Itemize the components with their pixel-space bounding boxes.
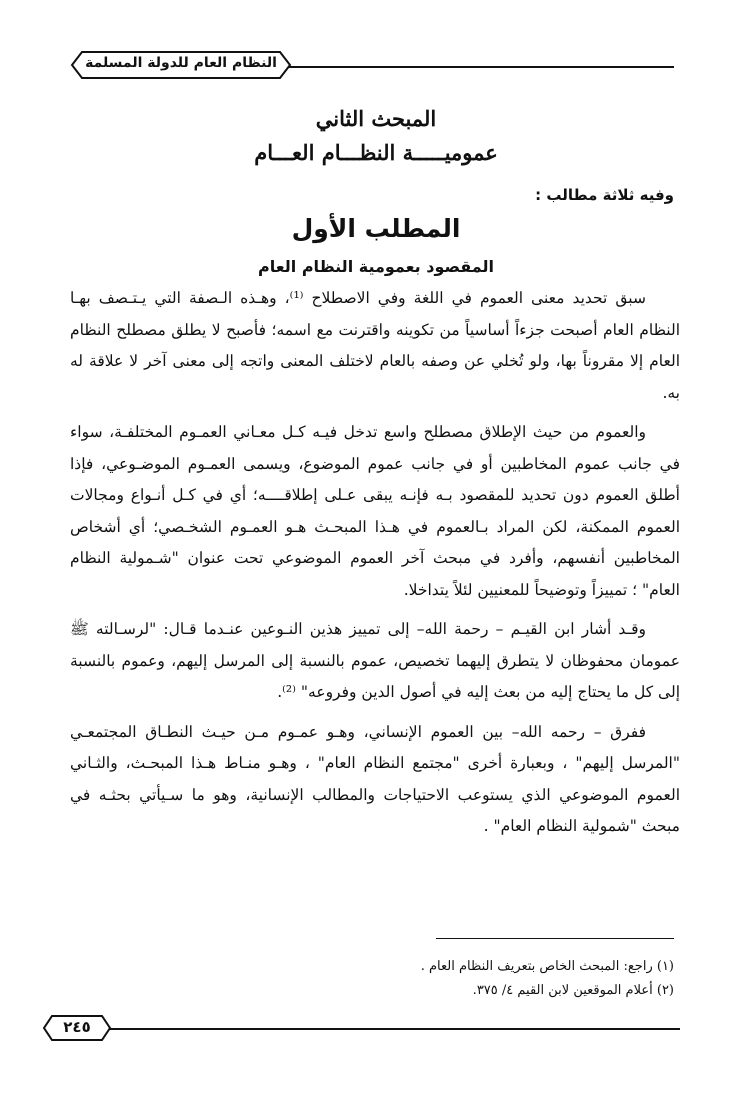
page-number: ٢٤٥ xyxy=(63,1018,91,1036)
footnote: (١) راجع: المبحث الخاص بتعريف النظام العام . xyxy=(420,959,674,974)
running-header xyxy=(70,50,292,80)
part-subtitle: المقصود بعمومية النظام العام xyxy=(258,257,494,276)
footnotes xyxy=(120,955,674,1003)
part-heading: المطلب الأول xyxy=(291,214,461,243)
body-text xyxy=(70,283,680,851)
footer-rule xyxy=(100,1028,680,1030)
running-header-title: النظام العام للدولة المسلمة xyxy=(85,55,277,71)
footnote-rule xyxy=(436,938,674,939)
paragraph: سبق تحديد معنى العموم في اللغة وفي الاصطلاح ⁽¹⁾، وهـذه الـصفة التي يـتـصف بهـا النظام العام أصبحت جزءاً أساسياً من تكوينه واقترنت مع اسمه؛ فأصبح لا يطلق مصطلح النظام العام إلا مقروناً بها، ولو تُخلي عن وصفه بالعام لاختلف المعنى واتجه إلى معنى آخر لا علاقة له به. xyxy=(70,289,680,402)
page-number-badge xyxy=(42,1014,112,1042)
intro-line: وفيه ثلاثة مطالب : xyxy=(535,186,674,204)
section-heading: المبحث الثاني xyxy=(315,106,437,131)
footnote: (٢) أعلام الموقعين لابن القيم ٤/ ٣٧٥. xyxy=(472,983,674,998)
section-subtitle: عموميـــــة النظـــام العـــام xyxy=(254,140,498,165)
paragraph: وقـد أشار ابن القيـم – رحمة الله– إلى تمييز هذين النـوعين عنـدما قـال: "لرسـالته ﷺ عمومان محفوظان لا يتطرق إليهما تخصيص، عموم بالنسبة إلى المرسل إليهم، وعموم بالنسبة إلى كل ما يحتاج إليه من بعث إليه في أصول الدين وفروعه" ⁽²⁾. xyxy=(70,620,680,701)
paragraph: والعموم من حيث الإطلاق مصطلح واسع تدخل فيـه كـل معـاني العمـوم المختلفـة، سواء في جانب عموم المخاطبين أو في جانب عموم الموضوع، ويسمى العمـوم الموضـوعي، فإذا أطلق العموم دون تحديد للمقصود بـه فإنـه يبقى عـلى إطلاقــــه؛ أي في كـل أنـواع ومجالات العموم الممكنة، لكن المراد بـالعموم في هـذا المبحـث هـو العمـوم الشخـصي؛ أي أشخاص المخاطبين أنفسهم، وأفرد في مبحث آخر العموم الموضوعي تحت عنوان "شـمولية النظام العام" ؛ تمييزاً وتوضيحاً للمعنيين لئلاً يتداخلا. xyxy=(70,423,680,599)
paragraph: ففرق – رحمه الله– بين العموم الإنساني، وهـو عمـوم مـن حيـث النطـاق المجتمعـي "المرسل إليهم" ، وبعبارة أخرى "مجتمع النظام العام" ، وهـو منـاط هـذا المبحـث، والثـاني العموم الموضوعي الذي يستوعب الاحتياجات والمطالب الإنسانية، وهو ما سـيأتي بحثـه في مبحث "شمولية النظام العام" . xyxy=(70,722,680,835)
